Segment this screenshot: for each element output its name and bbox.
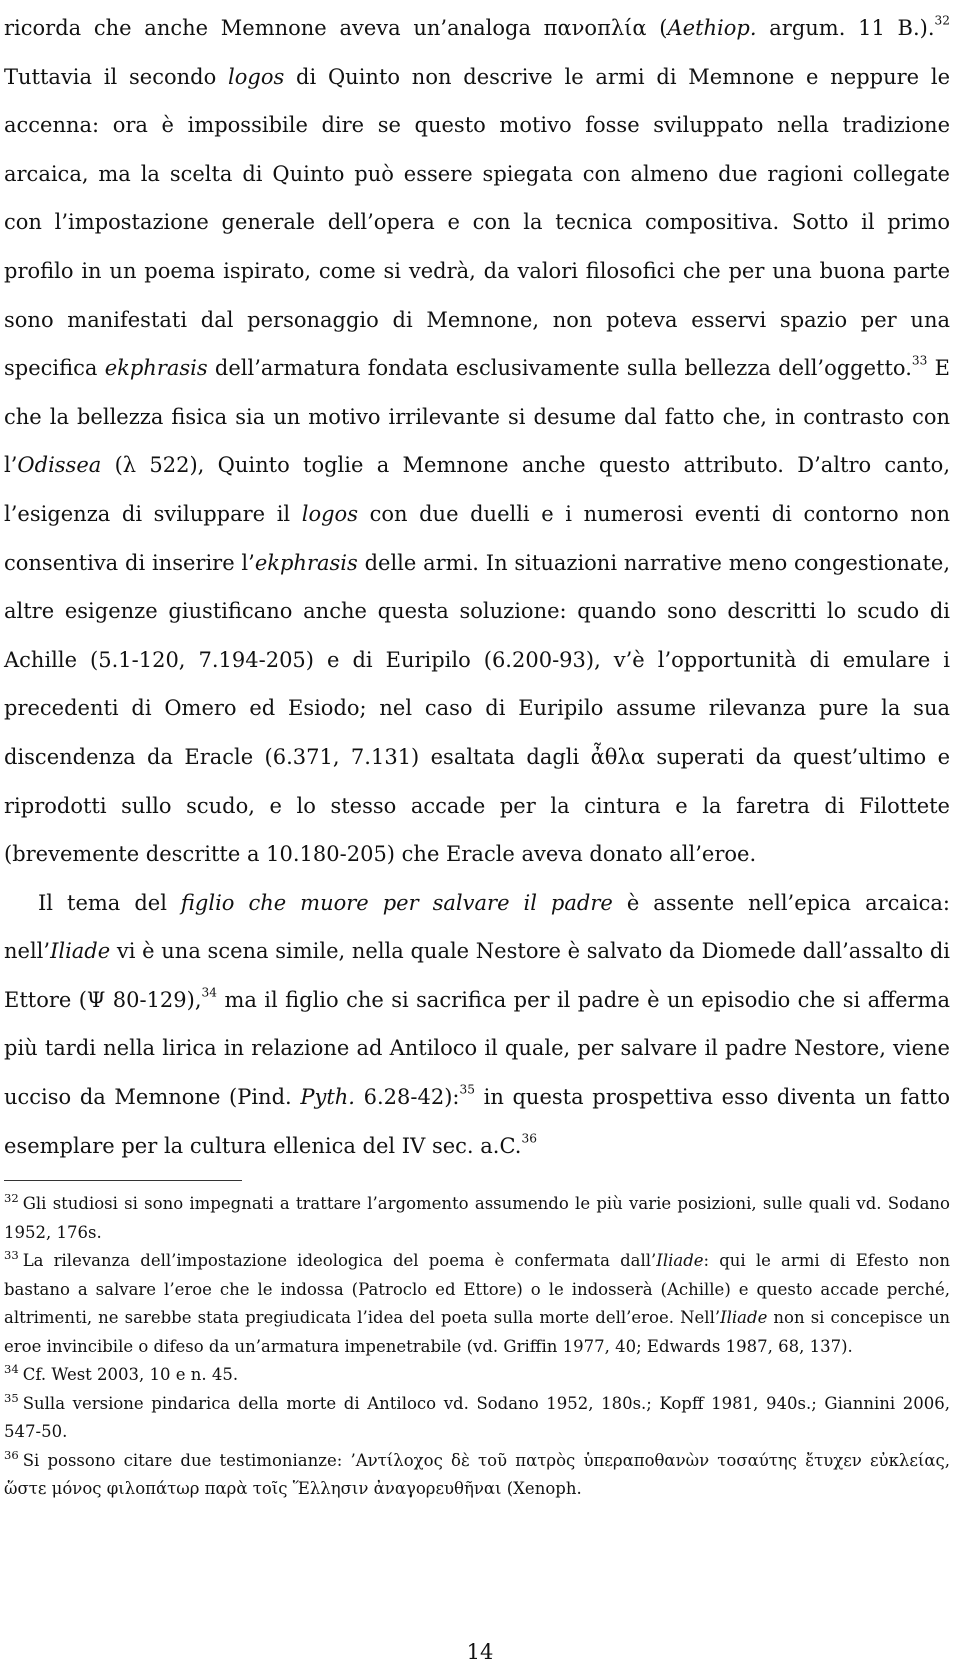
- text-run: di Quinto non descrive le armi di Memnone e neppure le accenna: ora è impossibile dire se questo motivo fosse sviluppato nella tradizione arcaica, ma la scelta di Quinto può essere spiegata con almeno due ragioni collegate con l’impostazione generale dell’opera e con la tecnica compositiva. Sotto il primo profilo in un poema ispirato, come si vedrà, da valori filosofici che per una buona parte sono manifestati dal personaggio di Memnone, non poteva esservi spazio per una specifica: [4, 64, 950, 381]
- text-run: Tuttavia il secondo: [4, 64, 229, 89]
- text-run: con due duelli e i numerosi eventi di contorno non consentiva di inserire l’: [4, 501, 950, 575]
- footnote-ref-33[interactable]: 33: [911, 353, 928, 368]
- footnote-36: [4, 1447, 950, 1504]
- footnote-33: [4, 1247, 950, 1361]
- italic-run: figlio che muore per salvare il padre: [180, 890, 613, 915]
- main-text: [4, 4, 950, 1170]
- italic-run: Iliade: [50, 939, 111, 964]
- footnote-35: [4, 1390, 950, 1447]
- text-run: ma il figlio che si sacrifica per il padre è un episodio che si afferma più tardi nella lirica in relazione ad Antiloco il quale, per salvare il padre Nestore, viene ucciso da Memnone (Pind.: [4, 987, 951, 1110]
- text-run: Il tema del: [38, 890, 181, 915]
- text-run: in questa prospettiva esso diventa un fatto esemplare per la cultura ellenica del IV sec. a.C.: [4, 1085, 950, 1158]
- paragraph-2: [4, 879, 950, 1171]
- footnote-text: non si concepisce un eroe invincibile o difeso da un’armatura impenetrabile (vd. Griffin 1977, 40; Edwards 1987, 68, 137).: [4, 1308, 950, 1356]
- italic-run: Aethiop.: [667, 16, 757, 40]
- text-run: delle armi. In situazioni narrative meno congestionate, altre esigenze giustificano anche questa soluzione: quando sono descritti lo scudo di Achille (5.1-120, 7.194-205) e di Euripilo (6.200-93), v’è l’opportunità di emulare i precedenti di Omero ed Esiodo; nel caso di Euripilo assume rilevanza pure la sua discendenza da Eracle (6.371, 7.131) esaltata dagli ἆθλα superati da quest’ultimo e riprodotti sullo scudo, e lo stesso accade per la cintura e la faretra di Filottete (brevemente descritte a 10.180-205) che Eracle aveva donato all’eroe.: [4, 550, 950, 867]
- footnote-text: La rilevanza dell’impostazione ideologica del poema è confermata dall’: [22, 1251, 657, 1270]
- footnote-number: 35: [4, 1390, 19, 1405]
- footnote-text: Cf. West 2003, 10 e n. 45.: [22, 1365, 239, 1384]
- footnote-ref-34[interactable]: 34: [201, 985, 218, 1000]
- italic-run: Pyth.: [300, 1085, 355, 1110]
- footnote-number: 32: [4, 1191, 19, 1206]
- text-run: E che la bellezza fisica sia un motivo irrilevante si desume dal fatto che, in contrasto con l’: [4, 356, 950, 478]
- text-run: vi è una scena simile, nella quale Nestore è salvato da Diomede dall’assalto di Ettore (Ψ 80-129),: [4, 939, 950, 1012]
- italic-run: logos: [301, 501, 358, 526]
- text-run: (λ 522), Quinto toglie a Memnone anche questo attributo. D’altro canto, l’esigenza di sviluppare il: [4, 453, 950, 526]
- italic-run: Odissea: [17, 453, 102, 478]
- footnote-number: 34: [4, 1362, 19, 1377]
- footnote-number: 36: [4, 1447, 19, 1462]
- footnote-ref-36[interactable]: 36: [521, 1131, 537, 1146]
- italic-run: logos: [228, 64, 285, 89]
- footnote-ref-35[interactable]: 35: [459, 1082, 475, 1097]
- italic-run: Iliade: [656, 1251, 704, 1270]
- italic-run: Iliade: [720, 1308, 768, 1327]
- italic-run: ekphrasis: [254, 550, 358, 575]
- text-run: ricorda che anche Memnone aveva un’analoga πανοπλία (: [4, 16, 668, 40]
- footnote-text: Sulla versione pindarica della morte di Antiloco vd. Sodano 1952, 180s.; Kopff 1981, 940s.; Giannini 2006, 547-50.: [4, 1393, 950, 1441]
- footnotes: [4, 1190, 950, 1504]
- text-run: 6.28-42):: [354, 1085, 460, 1110]
- footnote-text: : qui le armi di Efesto non bastano a salvare l’eroe che le indossa (Patroclo ed Ettore) o le indosserà (Achille) e questo accade perché, altrimenti, ne sarebbe stata pregiudicata l’idea del poeta sulla morte dell’eroe. Nell’: [4, 1251, 950, 1327]
- footnote-separator: [4, 1180, 242, 1181]
- footnote-32: [4, 1190, 950, 1247]
- text-run: argum. 11 B.).: [756, 16, 935, 40]
- footnote-number: 33: [4, 1248, 19, 1263]
- footnote-ref-32[interactable]: 32: [934, 13, 950, 28]
- footnote-text: Si possono citare due testimonianze: ’Αντίλοχος δὲ τοῦ πατρὸς ὑπεραποθανὼν τοσαύτης ἔτυχεν εὐκλείας, ὥστε μόνος φιλοπάτωρ παρὰ τοῖς Ἕλλησιν ἀναγορευθῆναι (Xenoph.: [4, 1450, 950, 1498]
- page-number: 14: [466, 1640, 494, 1664]
- text-run: è assente nell’epica arcaica: nell’: [4, 890, 950, 964]
- footnote-34: [4, 1361, 950, 1390]
- italic-run: ekphrasis: [104, 356, 208, 381]
- paragraph-1: [4, 4, 950, 879]
- footnote-text: Gli studiosi si sono impegnati a trattare l’argomento assumendo le più varie posizioni, sulle quali vd. Sodano 1952, 176s.: [4, 1194, 950, 1242]
- text-run: dell’armatura fondata esclusivamente sulla bellezza dell’oggetto.: [207, 356, 912, 381]
